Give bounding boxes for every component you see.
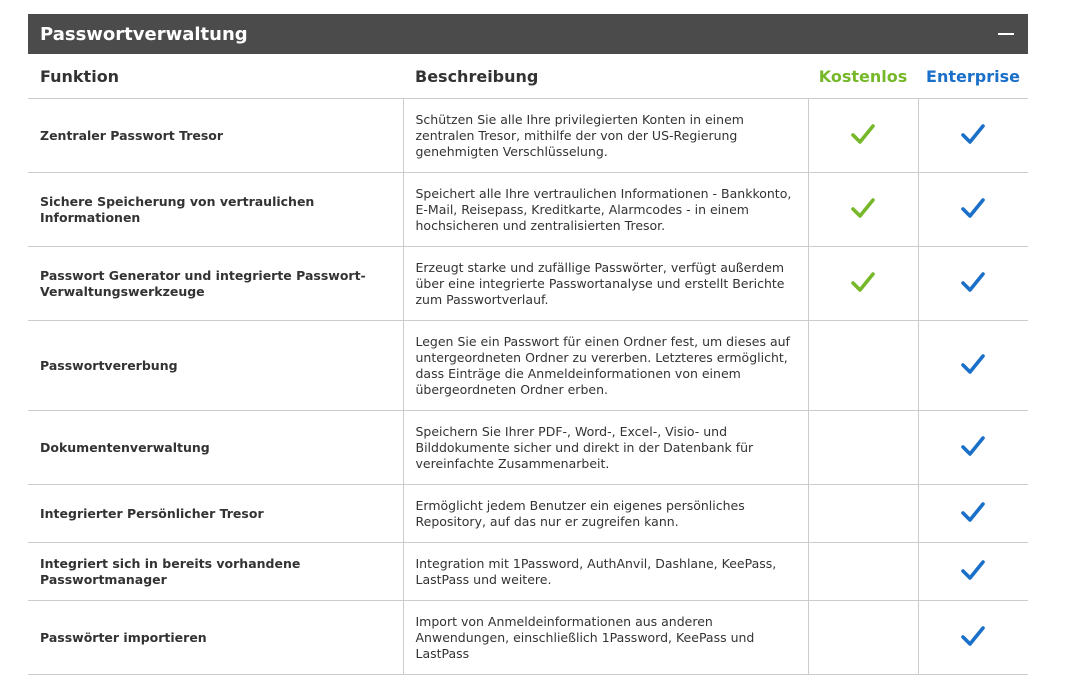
table-row	[28, 173, 1028, 247]
checkmark-icon	[961, 435, 985, 457]
feature-description: Speichern Sie Ihrer PDF-, Word-, Excel-, Visio- und Bilddokumente sicher und direkt in der Datenbank für vereinfachte Zusammenarbeit.	[403, 411, 808, 485]
enterprise-plan-cell	[918, 411, 1028, 485]
feature-name: Zentraler Passwort Tresor	[28, 99, 403, 173]
feature-comparison-panel	[28, 14, 1028, 675]
feature-name: Passwörter importieren	[28, 601, 403, 675]
enterprise-plan-cell	[918, 543, 1028, 601]
checkmark-icon	[961, 353, 985, 375]
feature-name: Passwortvererbung	[28, 321, 403, 411]
column-header-feature: Funktion	[28, 54, 403, 99]
feature-description: Import von Anmeldeinformationen aus anderen Anwendungen, einschließlich 1Password, KeePass und LastPass	[403, 601, 808, 675]
comparison-table	[28, 54, 1028, 675]
panel-title: Passwortverwaltung	[40, 23, 248, 45]
free-plan-cell	[808, 173, 918, 247]
free-plan-cell	[808, 321, 918, 411]
table-header-row	[28, 54, 1028, 99]
enterprise-plan-cell	[918, 485, 1028, 543]
checkmark-icon	[851, 271, 875, 293]
feature-description: Erzeugt starke und zufällige Passwörter, verfügt außerdem über eine integrierte Passwortanalyse und erstellt Berichte zum Passwortverlauf.	[403, 247, 808, 321]
minus-icon[interactable]	[998, 33, 1014, 35]
column-header-free: Kostenlos	[808, 54, 918, 99]
checkmark-icon	[961, 123, 985, 145]
checkmark-icon	[851, 197, 875, 219]
feature-name: Dokumentenverwaltung	[28, 411, 403, 485]
enterprise-plan-cell	[918, 247, 1028, 321]
panel-header[interactable]	[28, 14, 1028, 54]
feature-description: Legen Sie ein Passwort für einen Ordner fest, um dieses auf untergeordneten Ordner zu vererben. Letzteres ermöglicht, dass Einträge die Anmeldeinformationen von einem übergeordneten Ordner erben.	[403, 321, 808, 411]
free-plan-cell	[808, 247, 918, 321]
enterprise-plan-cell	[918, 321, 1028, 411]
feature-name: Integrierter Persönlicher Tresor	[28, 485, 403, 543]
table-row	[28, 247, 1028, 321]
column-header-description: Beschreibung	[403, 54, 808, 99]
checkmark-icon	[961, 501, 985, 523]
table-row	[28, 411, 1028, 485]
table-row	[28, 99, 1028, 173]
table-row	[28, 321, 1028, 411]
feature-name: Integriert sich in bereits vorhandene Passwortmanager	[28, 543, 403, 601]
free-plan-cell	[808, 485, 918, 543]
feature-description: Ermöglicht jedem Benutzer ein eigenes persönliches Repository, auf das nur er zugreifen kann.	[403, 485, 808, 543]
table-row	[28, 485, 1028, 543]
checkmark-icon	[961, 271, 985, 293]
enterprise-plan-cell	[918, 173, 1028, 247]
enterprise-plan-cell	[918, 601, 1028, 675]
checkmark-icon	[961, 197, 985, 219]
free-plan-cell	[808, 601, 918, 675]
feature-description: Integration mit 1Password, AuthAnvil, Dashlane, KeePass, LastPass und weitere.	[403, 543, 808, 601]
checkmark-icon	[851, 123, 875, 145]
free-plan-cell	[808, 99, 918, 173]
checkmark-icon	[961, 559, 985, 581]
enterprise-plan-cell	[918, 99, 1028, 173]
feature-description: Schützen Sie alle Ihre privilegierten Konten in einem zentralen Tresor, mithilfe der von der US-Regierung genehmigten Verschlüsselung.	[403, 99, 808, 173]
column-header-enterprise: Enterprise	[918, 54, 1028, 99]
feature-name: Sichere Speicherung von vertraulichen Informationen	[28, 173, 403, 247]
table-row	[28, 601, 1028, 675]
free-plan-cell	[808, 543, 918, 601]
table-row	[28, 543, 1028, 601]
checkmark-icon	[961, 625, 985, 647]
feature-name: Passwort Generator und integrierte Passwort-Verwaltungswerkzeuge	[28, 247, 403, 321]
feature-description: Speichert alle Ihre vertraulichen Informationen - Bankkonto, E-Mail, Reisepass, Kreditkarte, Alarmcodes - in einem hochsicheren und zentralisierten Tresor.	[403, 173, 808, 247]
free-plan-cell	[808, 411, 918, 485]
